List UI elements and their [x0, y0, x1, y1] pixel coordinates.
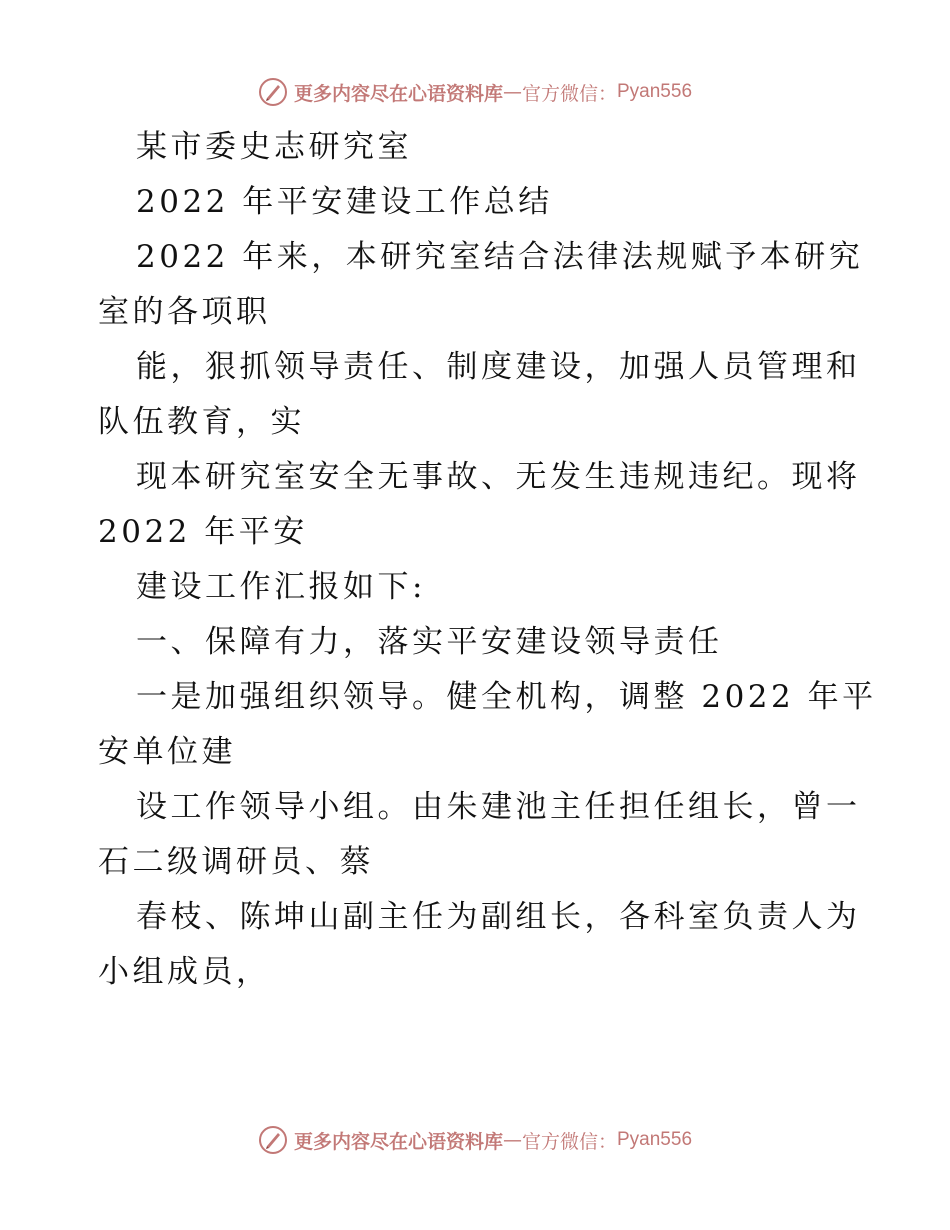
watermark-main-text: 更多内容尽在心语资料库 — [293, 82, 503, 105]
document-line: 一是加强组织领导。健全机构，调整 2022 年平 — [136, 679, 877, 715]
watermark-wechat-id: Pyan556 — [617, 1129, 693, 1150]
watermark-separator: — — [502, 81, 522, 103]
watermark-wechat-id: Pyan556 — [617, 81, 693, 102]
document-body — [98, 120, 877, 1000]
document-line: 一、保障有力，落实平安建设领导责任 — [136, 624, 723, 660]
document-line: 石二级调研员、蔡 — [98, 844, 374, 880]
watermark-wechat-label: 官方微信： — [521, 1130, 617, 1153]
watermark-separator: — — [502, 1129, 522, 1151]
document-line: 安单位建 — [98, 734, 236, 770]
document-line: 室的各项职 — [98, 294, 271, 330]
document-line: 队伍教育，实 — [98, 404, 305, 440]
header-watermark — [0, 72, 950, 112]
document-line: 建设工作汇报如下: — [136, 569, 426, 605]
document-line: 2022 年平安建设工作总结 — [136, 184, 553, 220]
document-line: 设工作领导小组。由朱建池主任担任组长，曾一 — [136, 789, 861, 825]
footer-watermark — [0, 1120, 950, 1160]
document-line: 小组成员， — [98, 954, 271, 990]
quill-logo-icon — [258, 1125, 288, 1155]
document-line: 某市委史志研究室 — [136, 129, 412, 165]
watermark-main-text: 更多内容尽在心语资料库 — [293, 1130, 503, 1153]
document-line: 2022 年平安 — [98, 514, 308, 550]
document-line: 能，狠抓领导责任、制度建设，加强人员管理和 — [136, 349, 861, 385]
quill-logo-icon — [258, 77, 288, 107]
document-line: 春枝、陈坤山副主任为副组长，各科室负责人为 — [136, 899, 861, 935]
document-line: 现本研究室安全无事故、无发生违规违纪。现将 — [136, 459, 861, 495]
watermark-wechat-label: 官方微信： — [521, 82, 617, 105]
document-line: 2022 年来，本研究室结合法律法规赋予本研究 — [136, 239, 864, 275]
